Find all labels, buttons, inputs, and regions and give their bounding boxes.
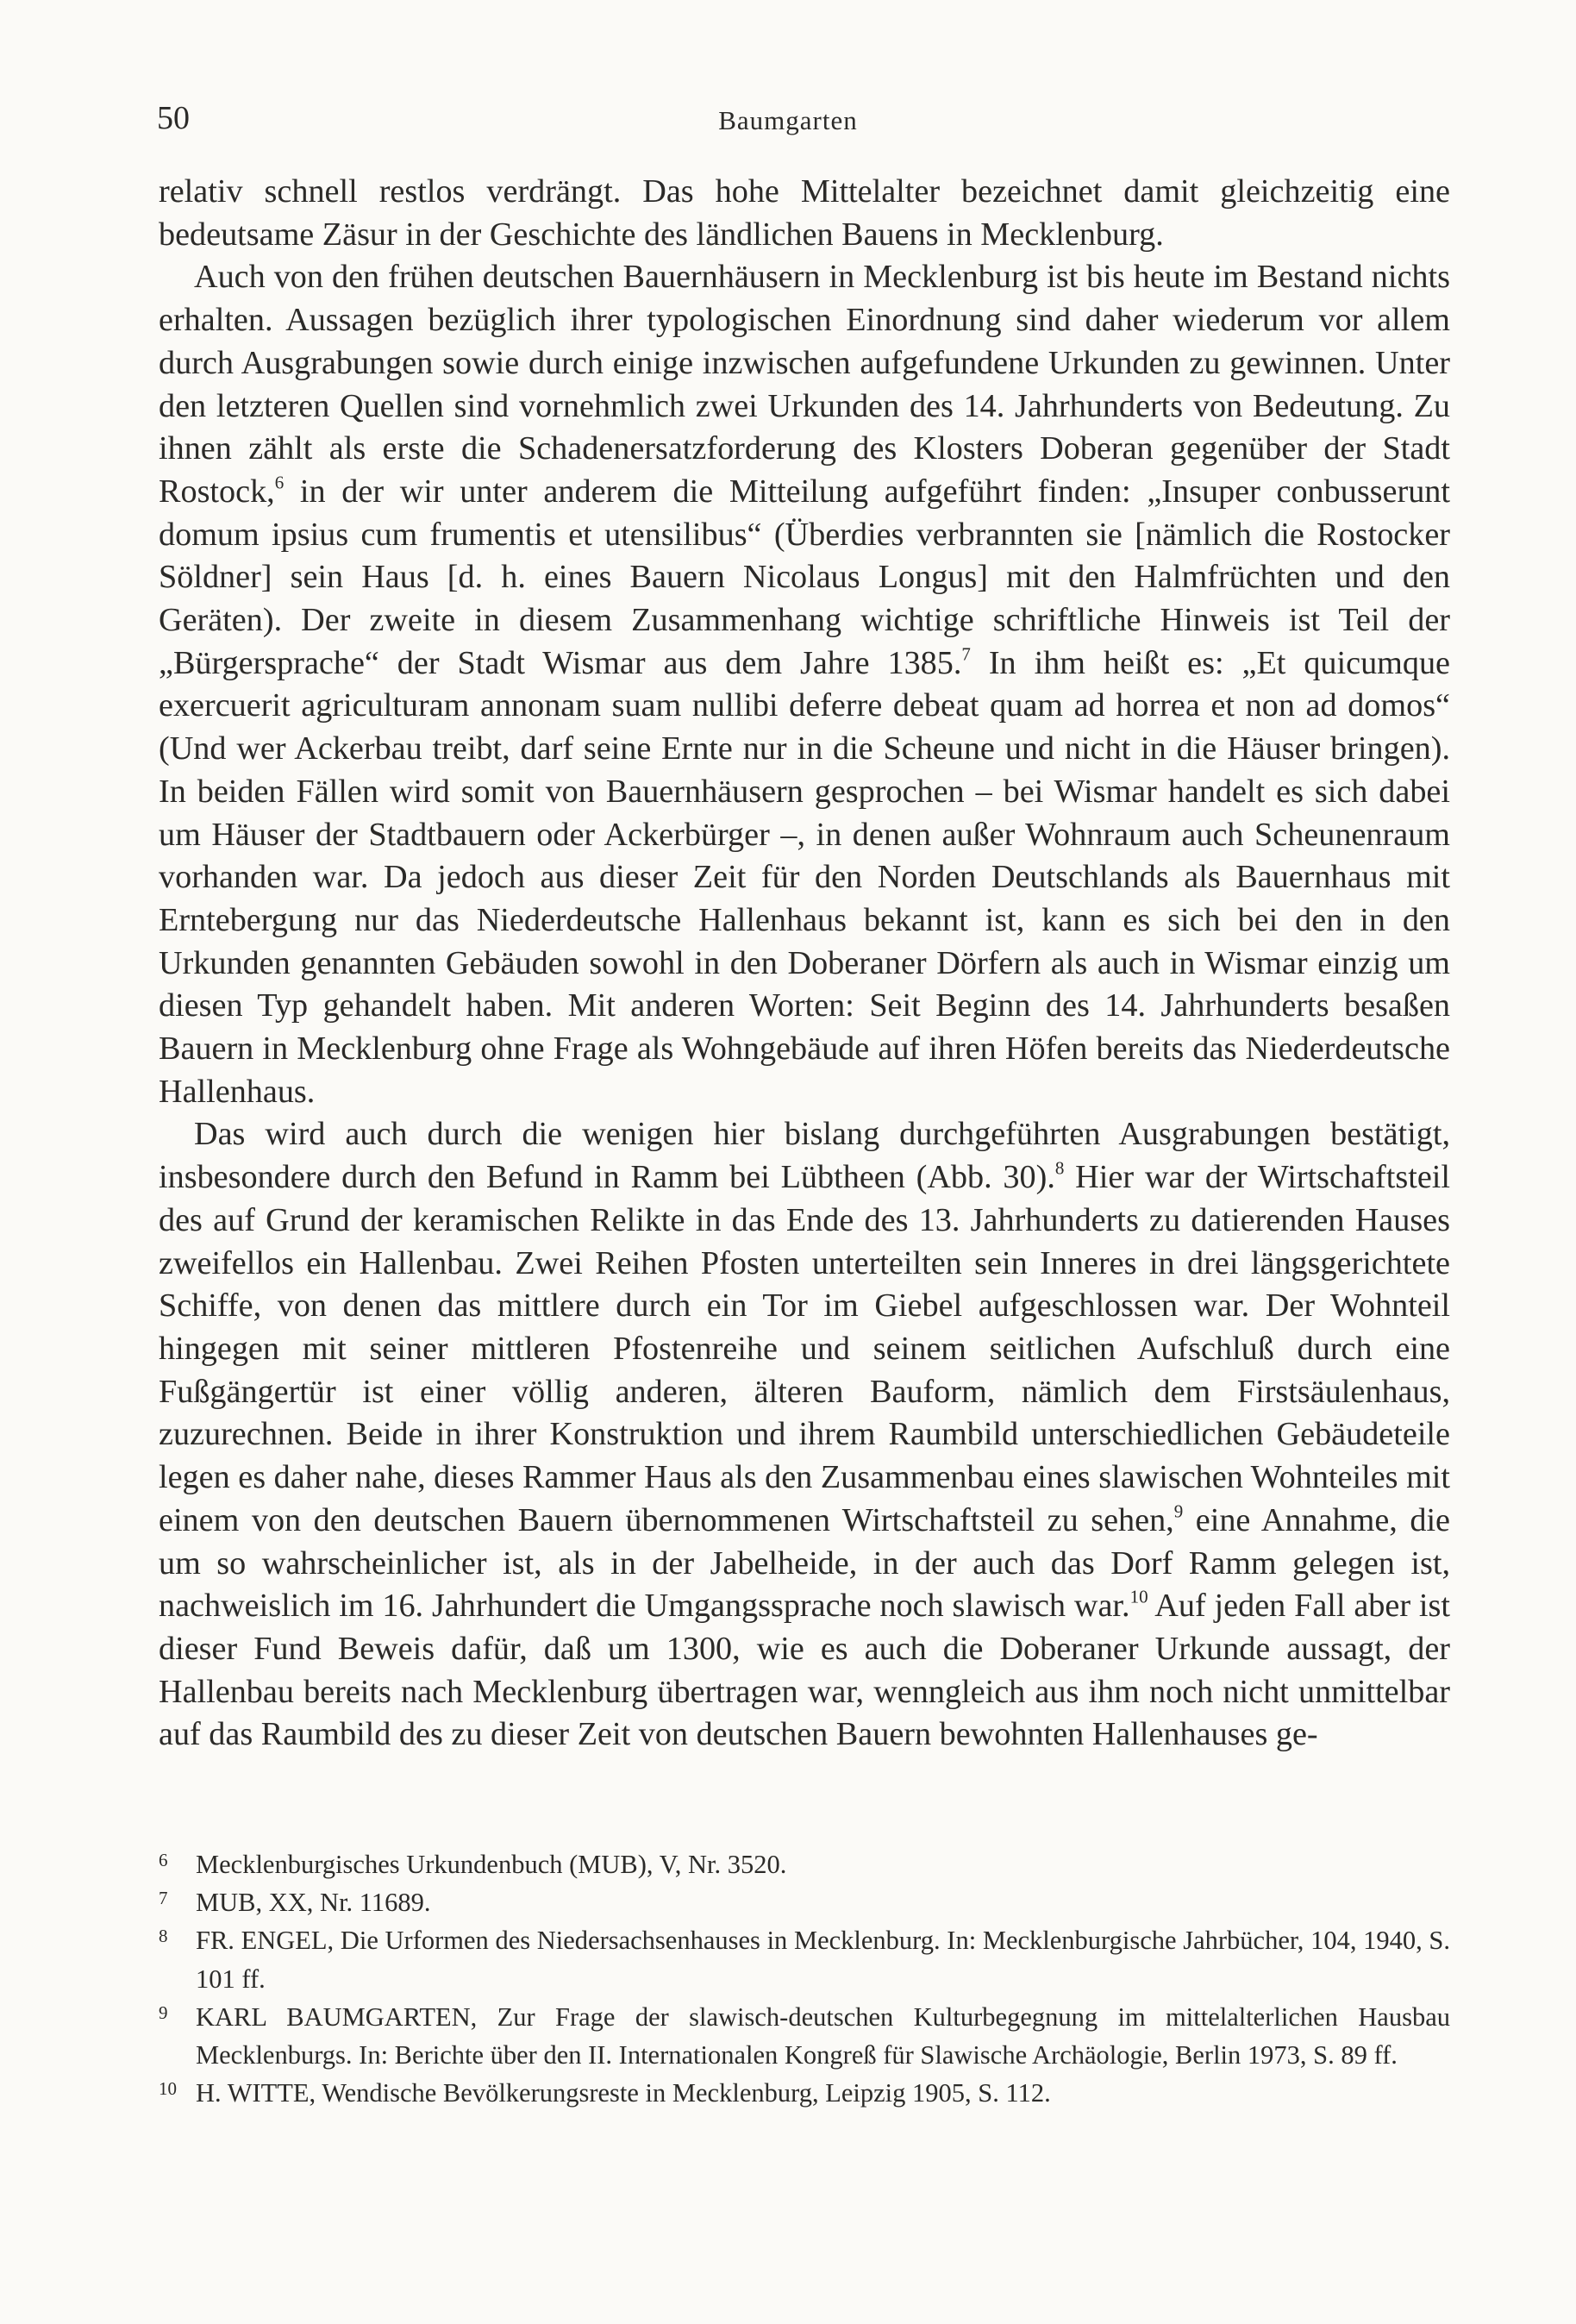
footnote-text: MUB, XX, Nr. 11689.: [196, 1888, 431, 1918]
footnote-ref-7: 7: [961, 642, 971, 664]
footnote: [157, 1845, 1450, 1883]
footnote: [157, 2074, 1450, 2112]
footnote-ref-6: 6: [274, 472, 285, 493]
paragraph-2: Auch von den frühen deutschen Bauernhäusern in Mecklenburg ist bis heute im Bestand nichts erhalten. Aussagen bezüglich ihrer typologischen Einordnung sind daher wiederum vor allem durch Ausgrabungen sowie durch einige inzwischen aufgefundene Urkunden zu gewinnen. Unter den letzteren Quellen sind vornehmlich zwei Urkunden des 14. Jahrhunderts von Bedeutung. Zu ihnen zählt als erste die Schadenersatzforderung des Klosters Doberan gegenüber der Stadt Rostock,$^6$ in der wir unter anderem die Mitteilung aufgeführt finden: „Insuper conbusserunt domum ipsius cum frumentis et utensilibus“ (Überdies verbrannten sie [nämlich die Rostocker Söldner] sein Haus [d. h. eines Bauern Nicolaus Longus] mit den Halmfrüchten und den Geräten). Der zweite in diesem Zusammenhang wichtige schriftliche Hinweis ist Teil der „Bürgersprache“ der Stadt Wismar aus dem Jahre 1385.$^7$ In ihm heißt es: „Et quicumque exercuerit agriculturam annonam suam nullibi deferre debeat quam ad horrea et non ad domos“ (Und wer Ackerbau treibt, darf seine Ernte nur in die Scheune und nicht in die Häuser bringen). In beiden Fällen wird somit von Bauernhäusern gesprochen – bei Wismar handelt es sich dabei um Häuser der Stadtbauern oder Ackerbürger –, in denen außer Wohnraum auch Scheunenraum vorhanden war. Da jedoch aus dieser Zeit für den Norden Deutschlands als Bauernhaus mit Erntebergung nur das Niederdeutsche Hallenhaus bekannt ist, kann es sich bei den in den Urkunden genannten Gebäuden sowohl in den Doberaner Dörfern als auch in Wismar einzig um diesen Typ gehandelt haben. Mit anderen Worten: Seit Beginn des 14. Jahrhunderts besaßen Bauern in Mecklenburg ohne Frage als Wohngebäude auf ihren Höfen bereits das Niederdeutsche Hallenhaus.: [159, 259, 1451, 1110]
footnote-ref-8: 8: [1054, 1157, 1065, 1179]
footnote-text: FR. ENGEL, Die Urformen des Niedersachsenhauses in Mecklenburg. In: Mecklenburgische Jahrbücher, 104, 1940, S. 101 ff.: [196, 1926, 1450, 1994]
main-text: [159, 171, 1450, 1757]
footnote-text: H. WITTE, Wendische Bevölkerungsreste in Mecklenburg, Leipzig 1905, S. 112.: [196, 2078, 1051, 2108]
footnote-text: KARL BAUMGARTEN, Zur Frage der slawisch-deutschen Kulturbegegnung im mittelalterlichen Hausbau Mecklenburgs. In: Berichte über den II. Internationalen Kongreß für Slawische Archäologie, Berlin 1973, S. 89 ff.: [196, 2001, 1450, 2070]
footnote-marker: 10: [159, 2078, 177, 2100]
footnote-text: Mecklenburgisches Urkundenbuch (MUB), V, Nr. 3520.: [196, 1850, 787, 1879]
paragraph-3: Das wird auch durch die wenigen hier bislang durchgeführten Ausgrabungen bestätigt, insbesondere durch den Befund in Ramm bei Lübtheen (Abb. 30).$^8$ Hier war der Wirtschaftsteil des auf Grund der keramischen Relikte in das Ende des 13. Jahrhunderts zu datierenden Hauses zweifellos ein Hallenbau. Zwei Reihen Pfosten unterteilten sein Inneres in drei längsgerichtete Schiffe, von denen das mittlere durch ein Tor im Giebel aufgeschlossen war. Der Wohnteil hingegen mit seiner mittleren Pfostenreihe und seinem seitlichen Aufschluß durch eine Fußgängertür ist einer völlig anderen, älteren Bauform, nämlich dem Firstsäulenhaus, zuzurechnen. Beide in ihrer Konstruktion und ihrem Raumbild unterschiedlichen Gebäudeteile legen es daher nahe, dieses Rammer Haus als den Zusammenbau eines slawischen Wohnteiles mit einem von den deutschen Bauern übernommenen Wirtschaftsteil zu sehen,$^9$ eine Annahme, die um so wahrscheinlicher ist, als in der Jabelheide, in der auch das Dorf Ramm gelegen ist, nachweislich im 16. Jahrhundert die Umgangssprache noch slawisch war.$^{10}$ Auf jeden Fall aber ist dieser Fund Beweis dafür, daß um 1300, wie es auch die Doberaner Urkunde aussagt, der Hallenbau bereits nach Mecklenburg übertragen war, wenngleich aus ihm noch nicht unmittelbar auf das Raumbild des zu dieser Zeit von deutschen Bauern bewohnten Hallenhauses ge-: [159, 1116, 1451, 1753]
footnote: [157, 1921, 1450, 1997]
footnote-marker: 6: [159, 1850, 168, 1870]
running-head: Baumgarten: [718, 105, 858, 135]
footnote-ref-9: 9: [1173, 1500, 1184, 1522]
paragraph-1: relativ schnell restlos verdrängt. Das hohe Mittelalter bezeichnet damit gleichzeitig eine bedeutsame Zäsur in der Geschichte des ländlichen Bauens in Mecklenburg.: [159, 173, 1450, 253]
page-number: 50: [157, 100, 190, 136]
footnote-marker: 9: [159, 2001, 168, 2023]
footnote: [157, 1883, 1450, 1921]
footnote-ref-10: 10: [1129, 1586, 1148, 1607]
footnote-marker: 7: [159, 1888, 168, 1909]
footnote: [157, 1998, 1450, 2074]
footnotes: [157, 1845, 1450, 2112]
footnote-marker: 8: [159, 1926, 168, 1947]
